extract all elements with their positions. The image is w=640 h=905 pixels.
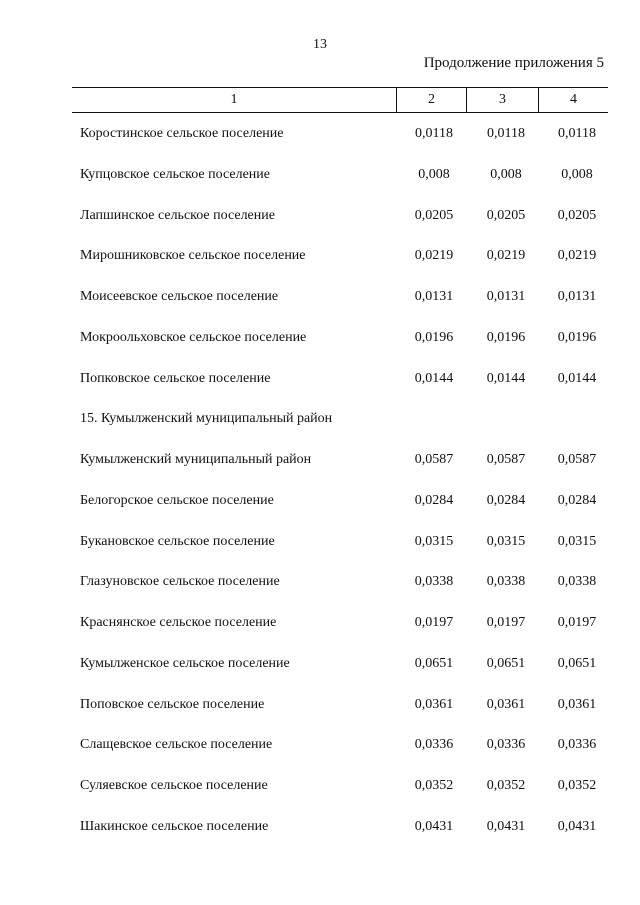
table-row (0, 694, 640, 735)
table-row (0, 571, 640, 612)
cell-col-3: 0,0338 (486, 574, 526, 590)
cell-col-4: 0,0131 (557, 289, 597, 304)
row-name: Краснянское сельское поселение (80, 615, 277, 630)
cell-col-4: 0,008 (561, 166, 593, 182)
cell-col-3: 0,0219 (486, 248, 526, 264)
row-name: Слащевское сельское поселение (80, 737, 273, 753)
cell-col-3: 0,0352 (486, 778, 526, 793)
table-row (0, 775, 640, 816)
table-row (0, 816, 640, 857)
cell-col-2: 0,0315 (414, 533, 454, 549)
table-row (0, 205, 640, 246)
column-header-3: 3 (466, 88, 538, 112)
row-name: Кумылженский муниципальный район (80, 452, 312, 467)
cell-col-2: 0,008 (418, 166, 450, 182)
row-name: 15. Кумылженский муниципальный район (80, 411, 333, 427)
row-name: Попковское сельское поселение (80, 370, 271, 386)
table-body (0, 123, 640, 857)
cell-col-4: 0,0336 (557, 737, 597, 753)
cell-col-3: 0,0284 (486, 492, 526, 508)
cell-col-3: 0,0205 (486, 207, 526, 223)
cell-col-2: 0,0118 (415, 126, 453, 141)
cell-col-2: 0,0352 (414, 778, 454, 793)
cell-col-4: 0,0651 (557, 655, 597, 671)
row-name: Коростинское сельское поселение (80, 126, 284, 141)
cell-col-2: 0,0131 (414, 289, 454, 304)
row-name: Глазуновское сельское поселение (80, 574, 280, 590)
table-row (0, 490, 640, 531)
table-row (0, 123, 640, 164)
row-name: Белогорское сельское поселение (80, 492, 274, 508)
cell-col-3: 0,0361 (486, 696, 526, 712)
cell-col-4: 0,0196 (557, 329, 597, 345)
cell-col-2: 0,0196 (414, 329, 454, 345)
cell-col-2: 0,0219 (414, 248, 454, 264)
cell-col-3: 0,0336 (486, 737, 526, 753)
cell-col-4: 0,0338 (557, 574, 597, 590)
cell-col-2: 0,0431 (414, 818, 454, 834)
cell-col-2: 0,0197 (414, 615, 454, 630)
cell-col-4: 0,0587 (557, 452, 597, 467)
cell-col-3: 0,0118 (487, 126, 525, 141)
cell-col-2: 0,0284 (414, 492, 454, 508)
table-header (72, 87, 608, 113)
cell-col-2: 0,0338 (414, 574, 454, 590)
row-name: Шакинское сельское поселение (80, 818, 269, 834)
row-name: Суляевское сельское поселение (80, 778, 268, 793)
table-row (0, 286, 640, 327)
table-row (0, 368, 640, 409)
cell-col-3: 0,0131 (486, 289, 526, 304)
cell-col-3: 0,0651 (486, 655, 526, 671)
row-name: Букановское сельское поселение (80, 533, 275, 549)
cell-col-4: 0,0431 (557, 818, 597, 834)
table-row (0, 449, 640, 490)
cell-col-4: 0,0352 (557, 778, 597, 793)
cell-col-2: 0,0336 (414, 737, 454, 753)
cell-col-4: 0,0219 (557, 248, 597, 264)
table-row (0, 164, 640, 205)
cell-col-3: 0,008 (490, 166, 522, 182)
cell-col-3: 0,0196 (486, 329, 526, 345)
cell-col-3: 0,0431 (486, 818, 526, 834)
cell-col-4: 0,0197 (557, 615, 597, 630)
row-name: Кумылженское сельское поселение (80, 655, 290, 671)
row-name: Мокроольховское сельское поселение (80, 329, 307, 345)
cell-col-4: 0,0361 (557, 696, 597, 712)
row-name: Купцовское сельское поселение (80, 166, 270, 182)
cell-col-4: 0,0118 (558, 126, 596, 141)
table-row (0, 408, 640, 449)
cell-col-2: 0,0587 (414, 452, 454, 467)
column-header-4: 4 (538, 88, 608, 112)
table-row (0, 734, 640, 775)
cell-col-2: 0,0361 (414, 696, 454, 712)
column-header-1: 1 (230, 92, 238, 107)
cell-col-4: 0,0315 (557, 533, 597, 549)
row-name: Моисеевское сельское поселение (80, 289, 279, 304)
row-name: Мирошниковское сельское поселение (80, 248, 306, 264)
continuation-title: Продолжение приложения 5 (423, 55, 604, 71)
cell-col-4: 0,0284 (557, 492, 597, 508)
cell-col-3: 0,0587 (486, 452, 526, 467)
cell-col-2: 0,0144 (414, 370, 454, 386)
cell-col-3: 0,0144 (486, 370, 526, 386)
cell-col-3: 0,0197 (486, 615, 526, 630)
table-row (0, 245, 640, 286)
cell-col-4: 0,0205 (557, 207, 597, 223)
cell-col-2: 0,0205 (414, 207, 454, 223)
table-row (0, 327, 640, 368)
cell-col-4: 0,0144 (557, 370, 597, 386)
table-row (0, 531, 640, 572)
column-header-2: 2 (396, 88, 466, 112)
table-row (0, 612, 640, 653)
row-name: Лапшинское сельское поселение (80, 207, 275, 223)
cell-col-3: 0,0315 (486, 533, 526, 549)
row-name: Поповское сельское поселение (80, 696, 265, 712)
table-row (0, 653, 640, 694)
cell-col-2: 0,0651 (414, 655, 454, 671)
page-number: 13 (313, 37, 327, 52)
